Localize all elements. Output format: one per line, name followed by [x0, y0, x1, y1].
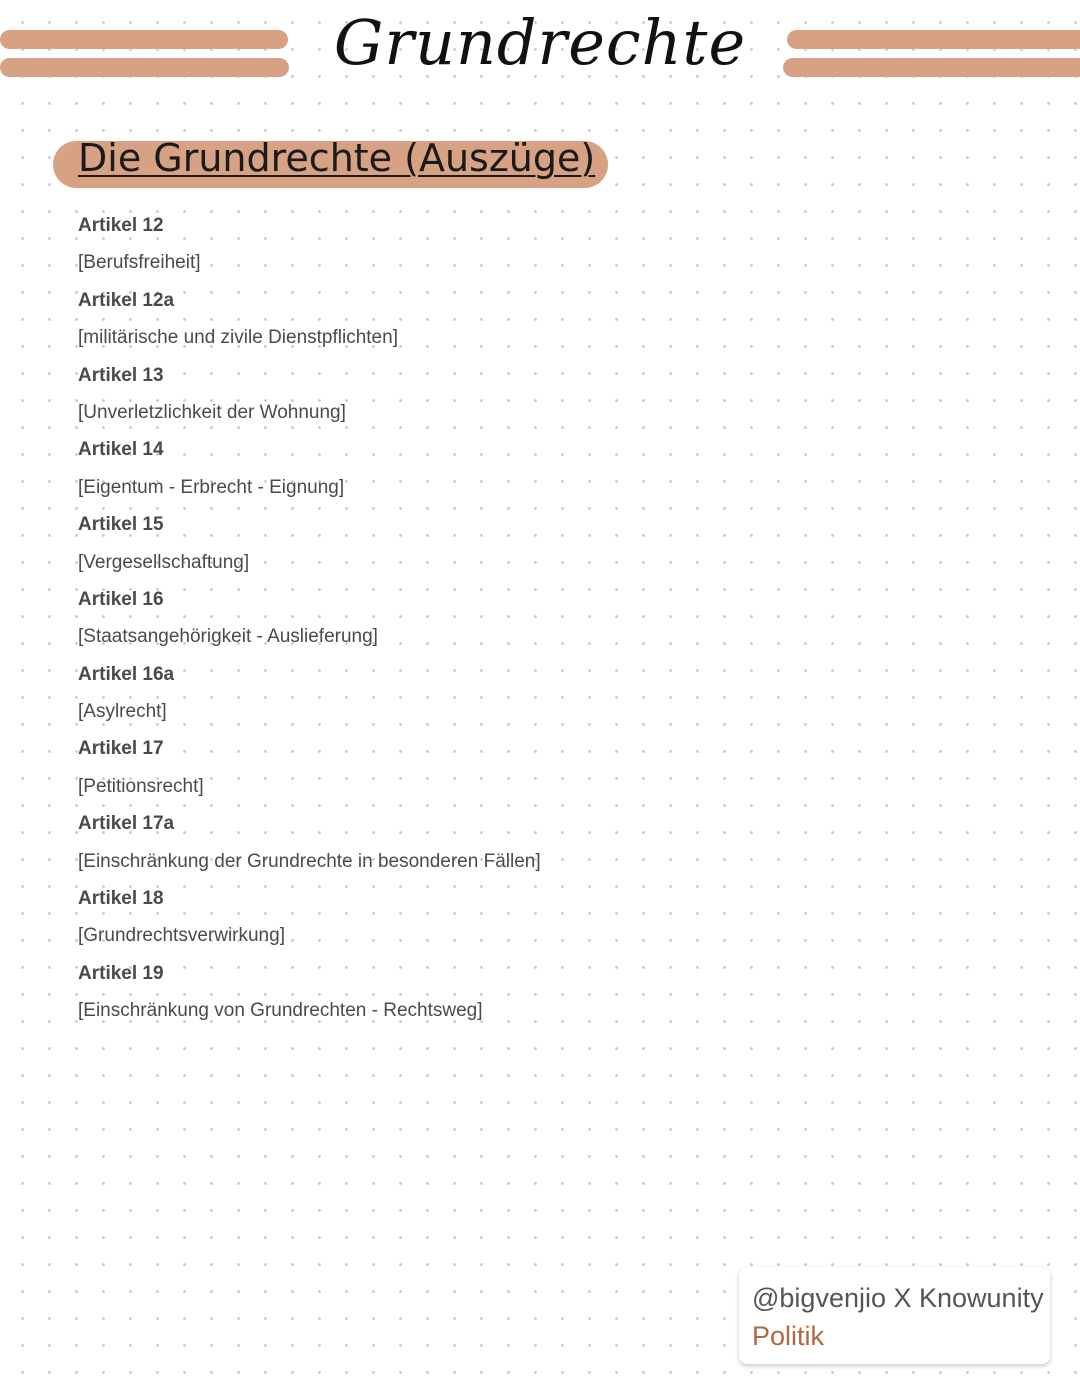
- article-description: [Asylrecht]: [78, 701, 167, 723]
- article-item: [78, 284, 541, 359]
- article-number: Artikel 17: [78, 738, 164, 760]
- article-list: [78, 209, 541, 1032]
- article-item: [78, 359, 541, 434]
- article-item: [78, 957, 541, 1032]
- article-description: [Unverletzlichkeit der Wohnung]: [78, 401, 346, 423]
- article-number: Artikel 12a: [78, 289, 175, 311]
- article-description: [Einschränkung von Grundrechten - Rechtsweg]: [78, 1000, 483, 1022]
- article-item: [78, 209, 541, 284]
- page-title: Grundrechte: [333, 6, 747, 79]
- credit-card: [739, 1267, 1050, 1364]
- article-item: [78, 508, 541, 583]
- credit-subject: Politik: [752, 1321, 825, 1351]
- article-number: Artikel 17a: [78, 813, 175, 835]
- article-description: [Grundrechtsverwirkung]: [78, 925, 285, 947]
- article-description: [Einschränkung der Grundrechte in besonderen Fällen]: [78, 850, 541, 872]
- article-item: [78, 807, 541, 882]
- article-description: [Berufsfreiheit]: [78, 252, 201, 274]
- article-description: [Vergesellschaftung]: [78, 551, 250, 573]
- article-description: [Eigentum - Erbrecht - Eignung]: [78, 476, 345, 498]
- article-item: [78, 433, 541, 508]
- article-number: Artikel 16: [78, 588, 164, 610]
- article-number: Artikel 16a: [78, 663, 175, 685]
- article-number: Artikel 12: [78, 215, 164, 236]
- article-description: [Staatsangehörigkeit - Auslieferung]: [78, 626, 378, 648]
- article-number: Artikel 19: [78, 962, 164, 984]
- article-item: [78, 583, 541, 658]
- article-number: Artikel 14: [78, 439, 164, 461]
- article-item: [78, 658, 541, 733]
- article-number: Artikel 15: [78, 514, 164, 536]
- article-item: [78, 732, 541, 807]
- article-number: Artikel 13: [78, 364, 164, 386]
- article-item: [78, 882, 541, 957]
- credit-author: @bigvenjio X Knowunity: [752, 1283, 1044, 1313]
- article-description: [militärische und zivile Dienstpflichten]: [78, 327, 398, 349]
- section-heading: Die Grundrechte (Auszüge): [78, 136, 596, 180]
- article-description: [Petitionsrecht]: [78, 775, 204, 797]
- article-number: Artikel 18: [78, 888, 164, 910]
